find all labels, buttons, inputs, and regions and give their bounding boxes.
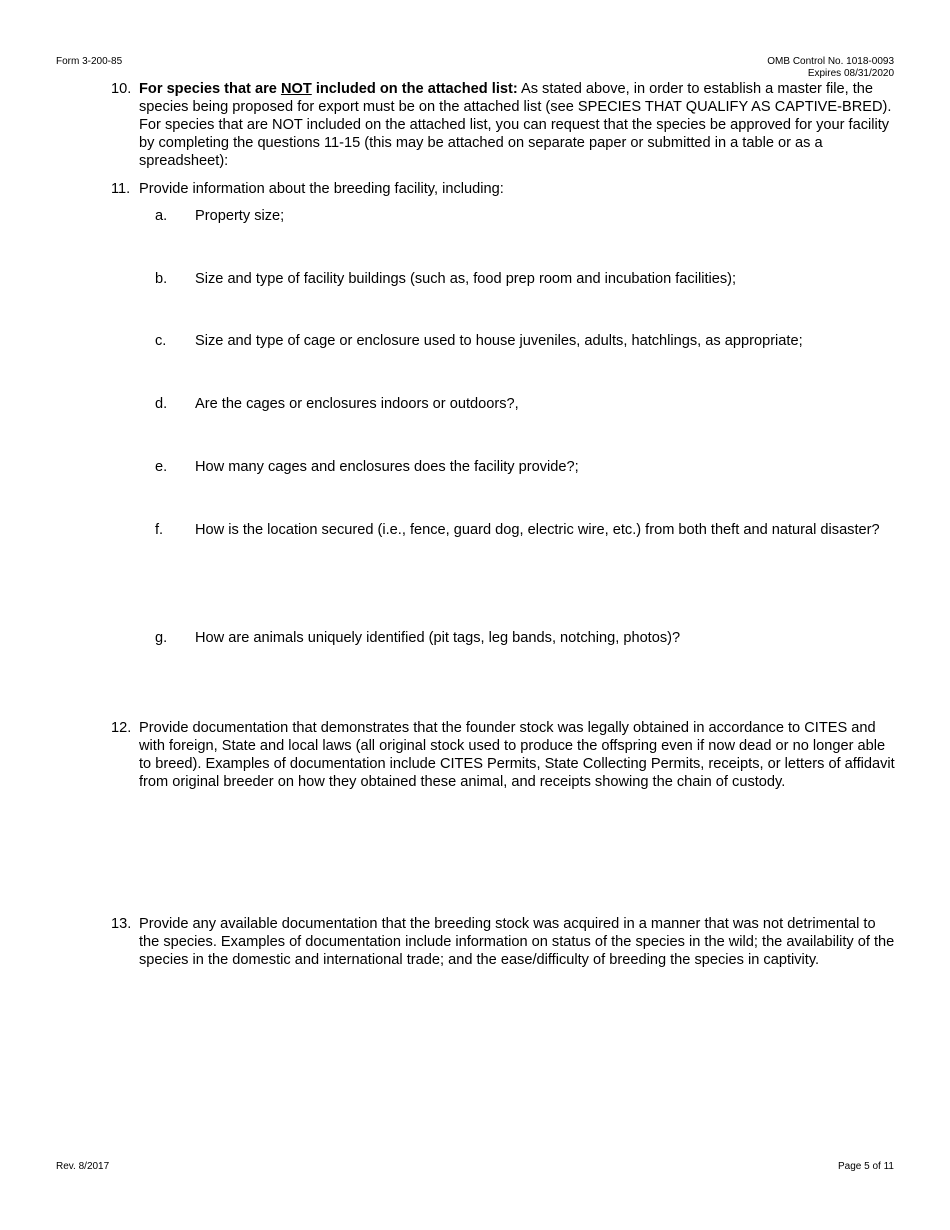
omb-control-number: OMB Control No. 1018-0093 [767,56,894,67]
question-bold-suffix: included on the attached list: [311,81,518,97]
item-text: How are animals uniquely identified (pit tags, leg bands, notching, photos)? [195,630,681,646]
item-letter: a. [155,208,168,224]
item-letter: g. [155,630,168,646]
item-letter: b. [155,271,168,287]
question-13 [111,915,896,969]
item-text: Are the cages or enclosures indoors or outdoors?, [195,396,519,412]
question-body: As stated above, in order to establish a master file, the species being proposed for export must be on the attached list (see SPECIES THAT QUALIFY AS CAPTIVE-BRED). For species that are NOT included on the attached list, you can request that the species be approved for your facility by completing the questions 11-15 (this may be attached on separate paper or submitted in a table or as a spreadsheet): [139,81,892,169]
question-text: Provide any available documentation that the breeding stock was acquired in a manner that was not detrimental to the species. Examples of documentation include information on status of the species in the wild; the availability of the species in the domestic and international trade; and the ease/difficulty of breeding the species in captivity. [139,916,895,968]
form-number: Form 3-200-85 [56,56,123,67]
question-number: 10. [111,81,132,97]
item-text: Size and type of facility buildings (such as, food prep room and incubation facilities); [195,271,737,287]
question-11-item-e [111,458,896,476]
question-10 [111,80,896,170]
question-number: 13. [111,916,132,932]
question-bold-prefix: For species that are [139,81,281,97]
question-emphasis-not: NOT [280,81,312,97]
question-11-item-f [111,521,896,539]
page-number: Page 5 of 11 [838,1161,894,1172]
item-letter: d. [155,396,168,412]
revision-date: Rev. 8/2017 [56,1161,110,1172]
question-11-item-g [111,629,896,647]
question-number: 12. [111,720,132,736]
item-letter: c. [155,333,167,349]
question-11-item-b [111,270,896,288]
expiration-date: Expires 08/31/2020 [807,68,894,79]
question-11-item-d [111,395,896,413]
question-11-item-c [111,332,896,350]
question-12 [111,719,896,791]
question-text: Provide information about the breeding facility, including: [139,181,504,197]
item-text: Property size; [195,208,285,224]
question-11-item-a [111,207,896,225]
item-text: Size and type of cage or enclosure used to house juveniles, adults, hatchlings, as appropriate; [195,333,803,349]
item-letter: f. [155,522,164,538]
item-letter: e. [155,459,168,475]
question-text [139,80,896,170]
question-text: Provide documentation that demonstrates that the founder stock was legally obtained in accordance to CITES and with foreign, State and local laws (all original stock used to produce the offspring even if now dead or no longer able to breed). Examples of documentation include CITES Permits, State Collecting Permits, receipts, or letters of affidavit from original breeder on how they obtained these animal, and receipts showing the chain of custody. [139,720,895,790]
item-text: How many cages and enclosures does the facility provide?; [195,459,579,475]
question-number: 11. [111,181,131,197]
item-text: How is the location secured (i.e., fence, guard dog, electric wire, etc.) from both theft and natural disaster? [195,522,880,538]
question-11 [111,180,896,198]
omb-control-block [767,56,894,80]
